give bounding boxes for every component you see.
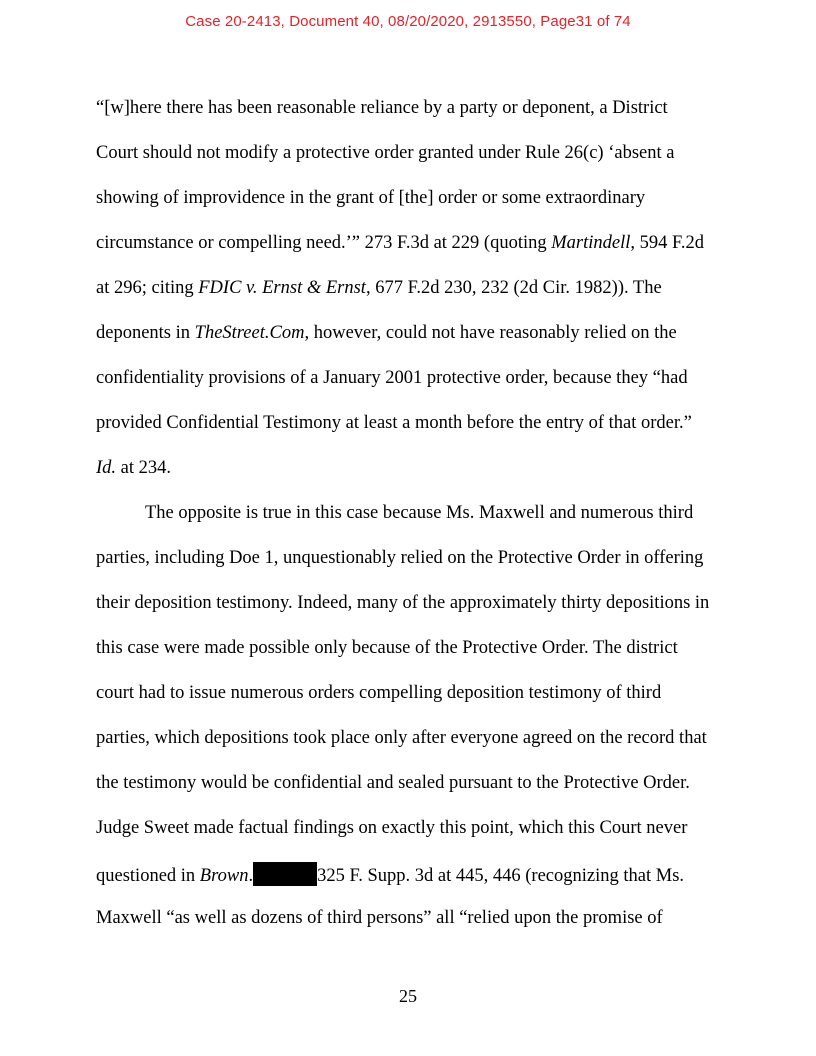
body-line [96, 97, 668, 119]
text-segment: at 234. [116, 458, 172, 478]
body-line [96, 232, 704, 254]
text-segment: , however, could not have reasonably relied on the [304, 323, 677, 343]
text-segment: parties, which depositions took place only after everyone agreed on the record that [96, 728, 707, 748]
text-segment: deponents in [96, 323, 195, 343]
body-line [96, 727, 707, 749]
text-segment: the testimony would be confidential and sealed pursuant to the Protective Order. [96, 773, 690, 793]
italic-citation: Martindell [551, 233, 631, 253]
body-line [96, 412, 692, 434]
body-line [96, 322, 677, 344]
text-segment: circumstance or compelling need.’” 273 F.3d at 229 (quoting [96, 233, 552, 253]
body-line [96, 682, 661, 704]
text-segment: court had to issue numerous orders compelling deposition testimony of third [96, 683, 662, 703]
text-segment: provided Confidential Testimony at least a month before the entry of that order.” [96, 413, 692, 433]
body-line [96, 547, 703, 569]
text-segment: “[w]here there has been reasonable reliance by a party or deponent, a District [96, 98, 668, 118]
text-segment: , 677 F.2d 230, 232 (2d Cir. 1982)). The [365, 278, 662, 298]
redaction-box [253, 862, 317, 886]
page-number: 25 [399, 986, 417, 1006]
case-header: Case 20-2413, Document 40, 08/20/2020, 2913550, Page31 of 74 [185, 13, 631, 30]
text-segment: 325 F. Supp. 3d at 445, 446 (recognizing that Ms. [317, 866, 685, 886]
text-segment: their deposition testimony. Indeed, many of the approximately thirty depositions in [96, 593, 710, 613]
text-segment: this case were made possible only because of the Protective Order. The district [96, 638, 678, 658]
body-line [96, 142, 674, 164]
body-line [96, 457, 171, 479]
italic-citation: TheStreet.Com [194, 323, 305, 343]
text-segment: The opposite is true in this case because Ms. Maxwell and numerous third [145, 503, 694, 523]
text-segment: parties, including Doe 1, unquestionably relied on the Protective Order in offering [96, 548, 704, 568]
text-segment: Maxwell “as well as dozens of third persons” all “relied upon the promise of [96, 908, 663, 928]
body-line [96, 637, 678, 659]
text-segment: , 594 F.2d [630, 233, 704, 253]
body-line [96, 367, 688, 389]
body-line [96, 907, 663, 929]
text-segment: Court should not modify a protective order granted under Rule 26(c) ‘absent a [96, 143, 675, 163]
text-segment: at 296; citing [96, 278, 199, 298]
body-line [96, 187, 645, 209]
body-line [96, 772, 690, 794]
text-segment: questioned in [96, 866, 200, 886]
text-segment: Judge Sweet made factual findings on exactly this point, which this Court never [96, 818, 688, 838]
text-segment: . [248, 866, 254, 886]
text-segment: showing of improvidence in the grant of [the] order or some extraordinary [96, 188, 646, 208]
body-line [96, 862, 684, 887]
body-line [145, 502, 693, 524]
italic-citation: Brown [199, 866, 249, 886]
body-line [96, 592, 709, 614]
body-line [96, 277, 662, 299]
body-line [96, 817, 687, 839]
italic-citation: FDIC v. Ernst & Ernst [198, 278, 366, 298]
italic-citation: Id. [96, 458, 117, 478]
text-segment: confidentiality provisions of a January 2001 protective order, because they “had [96, 368, 688, 388]
